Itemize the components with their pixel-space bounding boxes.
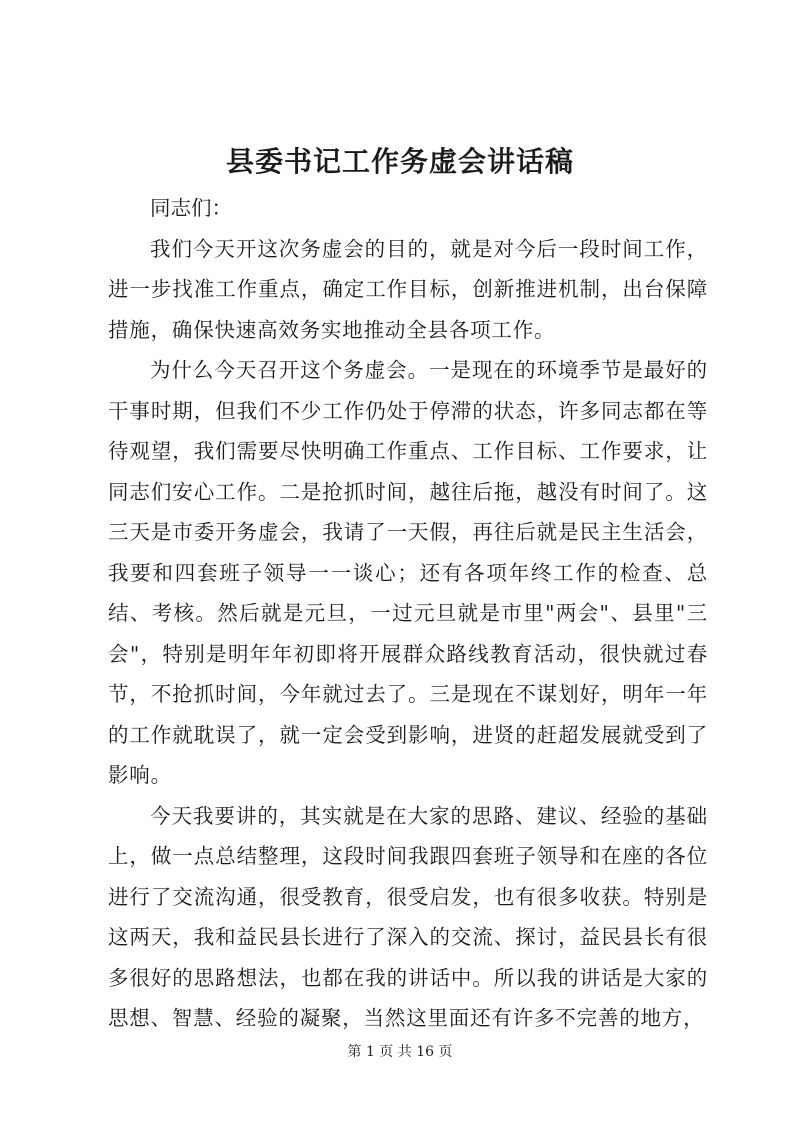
- document-body: [108, 188, 708, 1039]
- salutation: 同志们：: [150, 196, 232, 220]
- paragraph-1: 我们今天开这次务虚会的目的，就是对今后一段时间工作，进一步找准工作重点，确定工作目标，创新推进机制，出台保障措施，确保快速高效务实地推动全县各项工作。: [108, 236, 708, 342]
- page-title: 县委书记工作务虚会讲话稿: [225, 145, 574, 178]
- paragraph-2: 为什么今天召开这个务虚会。一是现在的环境季节是最好的干事时期，但我们不少工作仍处于停滞的状态，许多同志都在等待观望，我们需要尽快明确工作重点、工作目标、工作要求，让同志们安心工作。二是抢抓时间，越往后拖，越没有时间了。这三天是市委开务虚会，我请了一天假，再往后就是民主生活会，我要和四套班子领导一一谈心；还有各项年终工作的检查、总结、考核。然后就是元旦，一过元旦就是市里"两会"、县里"三会"，特别是明年年初即将开展群众路线教育活动，很快就过春节，不抢抓时间，今年就过去了。三是现在不谋划好，明年一年的工作就耽误了，就一定会受到影响，进贤的赶超发展就受到了影响。: [108, 358, 708, 787]
- page-number: 第 1 页 共 16 页: [347, 1044, 453, 1060]
- paragraph-3: 今天我要讲的，其实就是在大家的思路、建议、经验的基础上，做一点总结整理，这段时间我跟四套班子领导和在座的各位进行了交流沟通，很受教育，很受启发，也有很多收获。特别是这两天，我和益民县长进行了深入的交流、探讨，益民县长有很多很好的思路想法，也都在我的讲话中。所以我的讲话是大家的思想、智慧、经验的凝聚，当然这里面还有许多不完善的地方，: [108, 803, 708, 1030]
- page-footer: [0, 1041, 800, 1061]
